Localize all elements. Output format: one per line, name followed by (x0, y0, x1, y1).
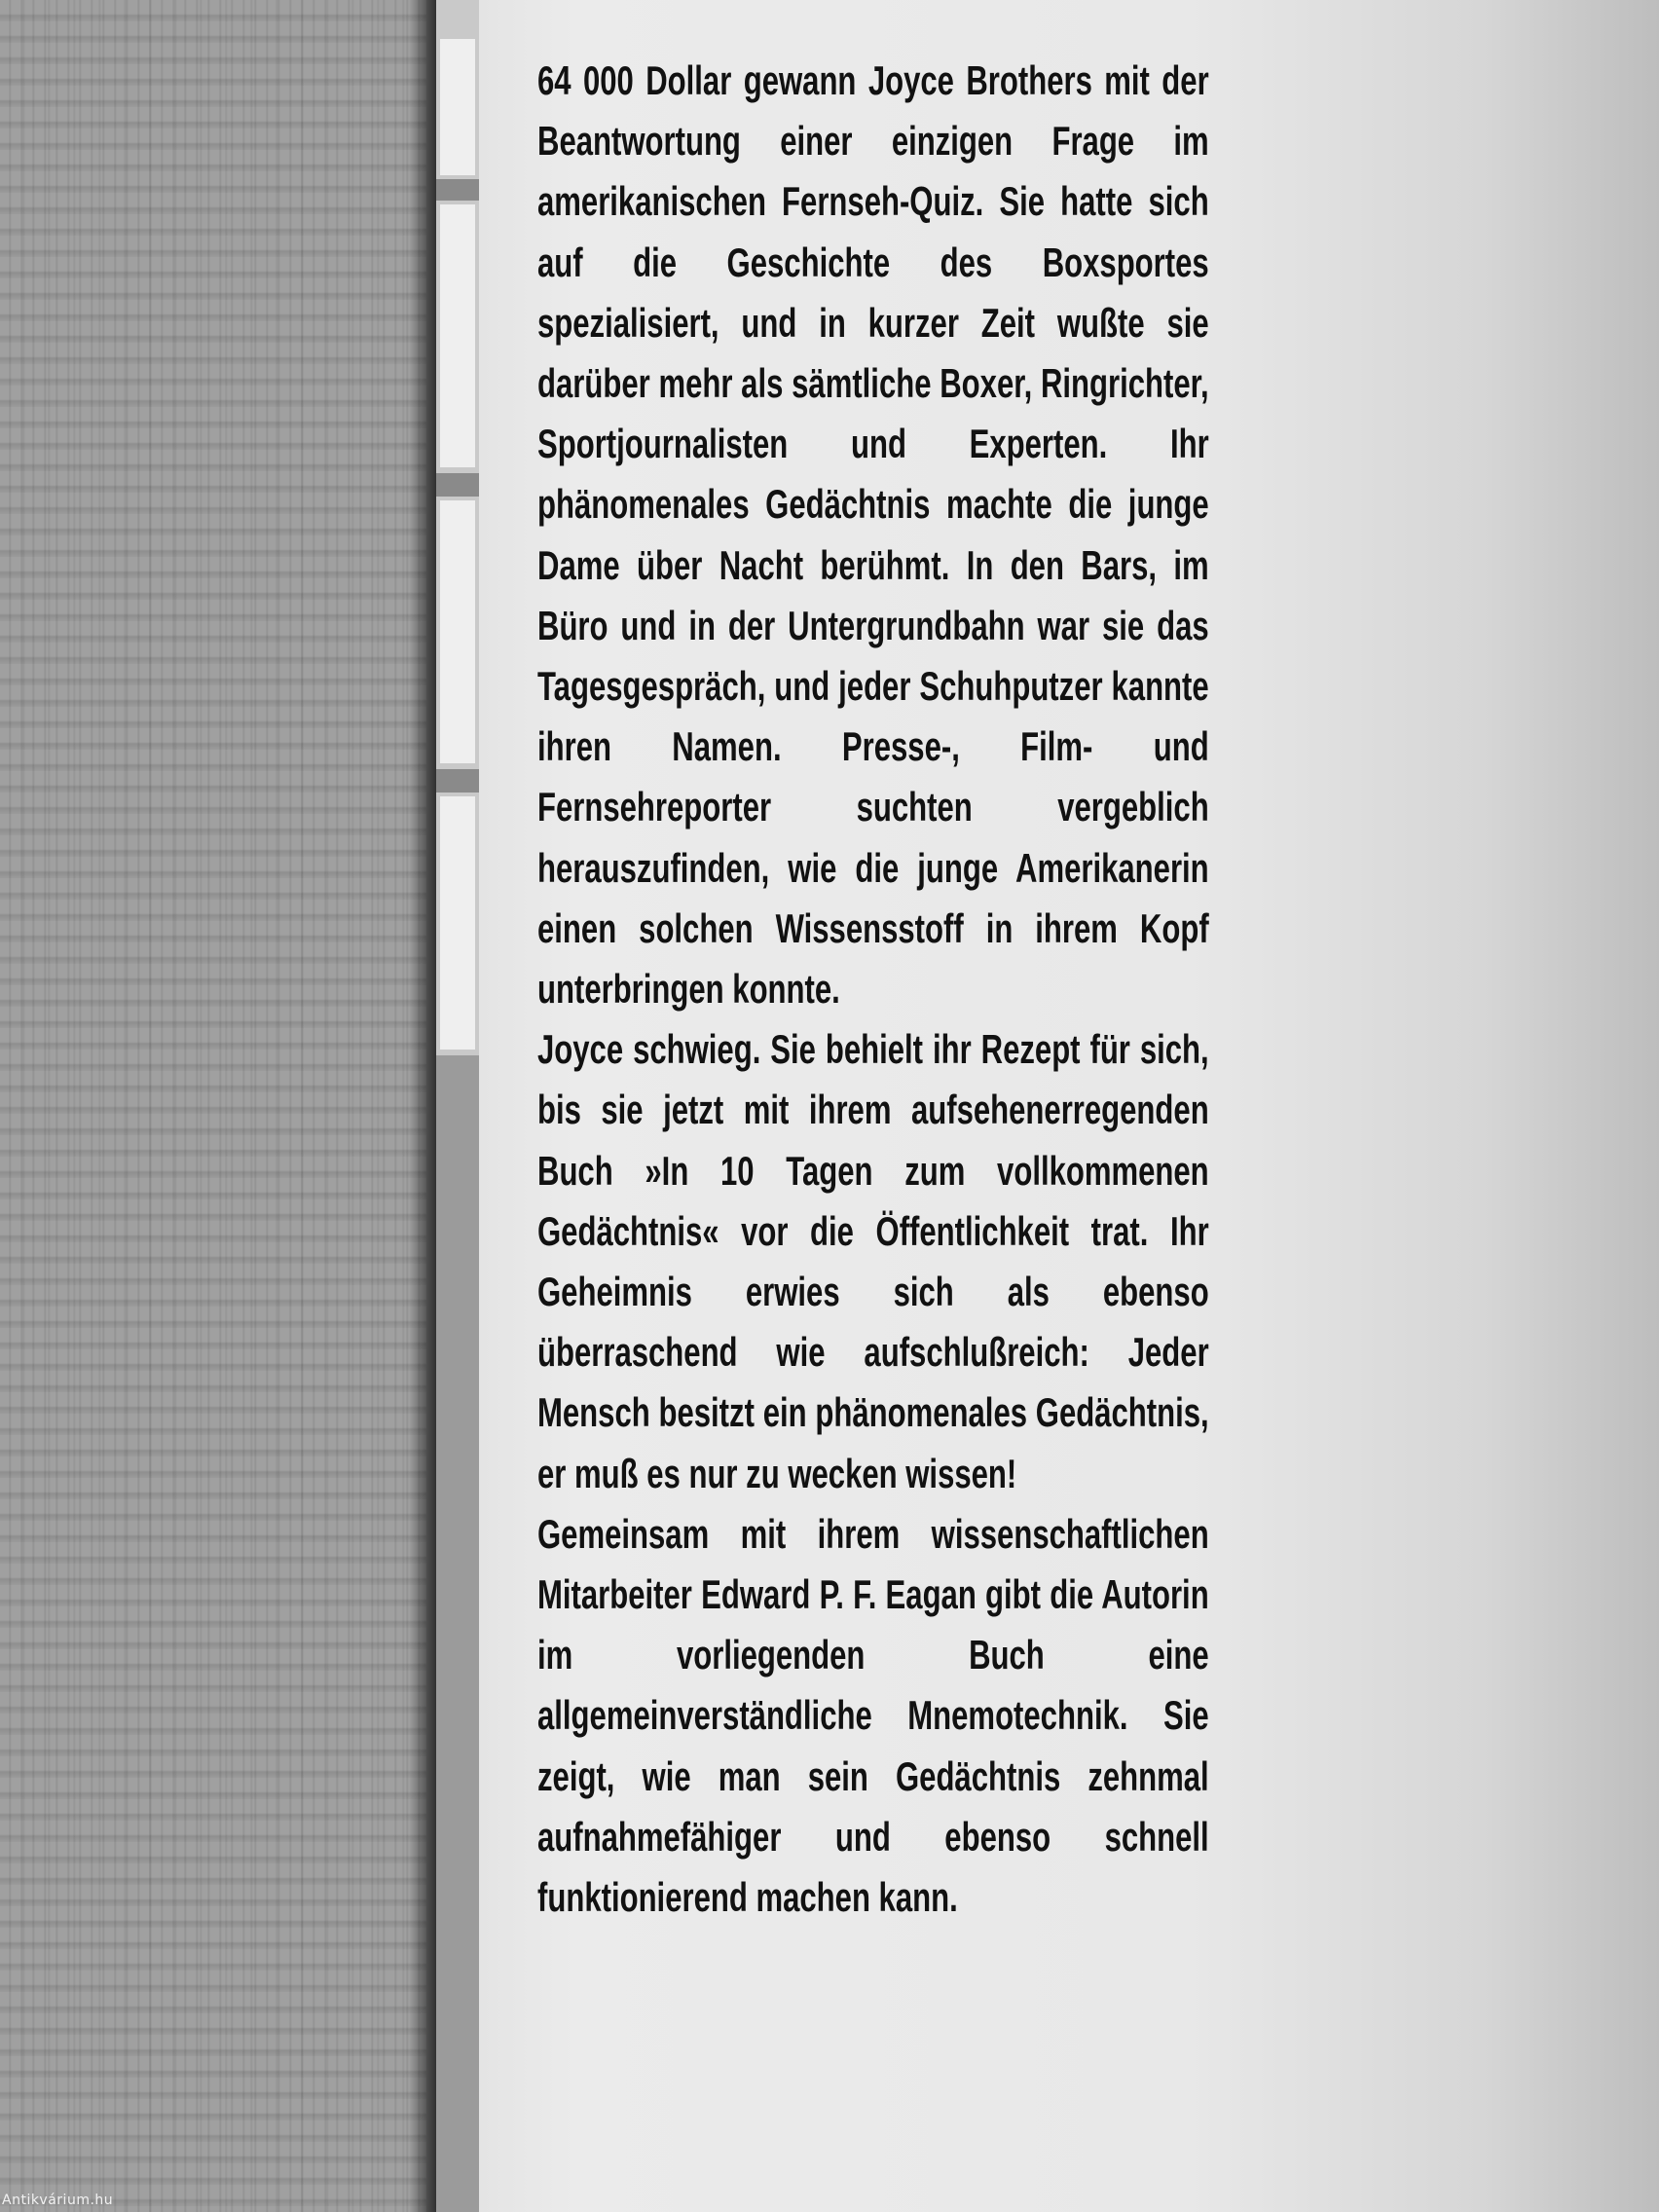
spine-light-band (440, 796, 475, 1050)
spine-stripe (436, 769, 479, 793)
spine-light-band (440, 204, 475, 467)
spine-stripe (436, 179, 479, 201)
blurb-paragraph-3: Gemeinsam mit ihrem wissenschaftlichen Mitarbeiter Edward P. F. Eagan gibt die Autorin im vorliegenden Buch eine allgemeinverständliche Mnemotechnik. Sie zeigt, wie man sein Gedächtnis zehnmal aufnahmefähiger und ebenso schnell funktionierend machen kann. (537, 1510, 1209, 1921)
book-back-page (479, 0, 1659, 2212)
cover-edge-shadow (409, 0, 438, 2212)
spine-light-band (440, 39, 475, 175)
book-spine-edge (436, 0, 479, 2212)
spine-stripe (436, 473, 479, 497)
watermark: Antikvárium.hu (2, 2193, 114, 2208)
blurb-paragraph-2: Joyce schwieg. Sie behielt ihr Rezept für sich, bis sie jetzt mit ihrem aufsehenerregenden Buch »In 10 Tagen zum vollkommenen Gedächtnis« vor die Öffentlichkeit trat. Ihr Geheimnis erwies sich als ebenso überraschend wie aufschlußreich: Jeder Mensch besitzt ein phänomenales Gedächtnis, er muß es nur zu wecken wissen! (537, 1026, 1209, 1496)
book-cover-texture (0, 0, 426, 2212)
spine-lower-band (436, 1055, 479, 2212)
spine-light-band (440, 500, 475, 763)
blurb-text (537, 51, 1209, 2173)
blurb-paragraph-1: 64 000 Dollar gewann Joyce Brothers mit der Beantwortung einer einzigen Frage im amerikanischen Fernseh-Quiz. Sie hatte sich auf die Geschichte des Boxsportes spezialisiert, und in kurzer Zeit wußte sie darüber mehr als sämtliche Boxer, Ringrichter, Sportjournalisten und Experten. Ihr phänomenales Gedächtnis machte die junge Dame über Nacht berühmt. In den Bars, im Büro und in der Untergrundbahn war sie das Tagesgespräch, und jeder Schuhputzer kannte ihren Namen. Presse-, Film- und Fernsehreporter suchten vergeblich herauszufinden, wie die junge Amerikanerin einen solchen Wissensstoff in ihrem Kopf unterbringen konnte. (537, 57, 1209, 1013)
